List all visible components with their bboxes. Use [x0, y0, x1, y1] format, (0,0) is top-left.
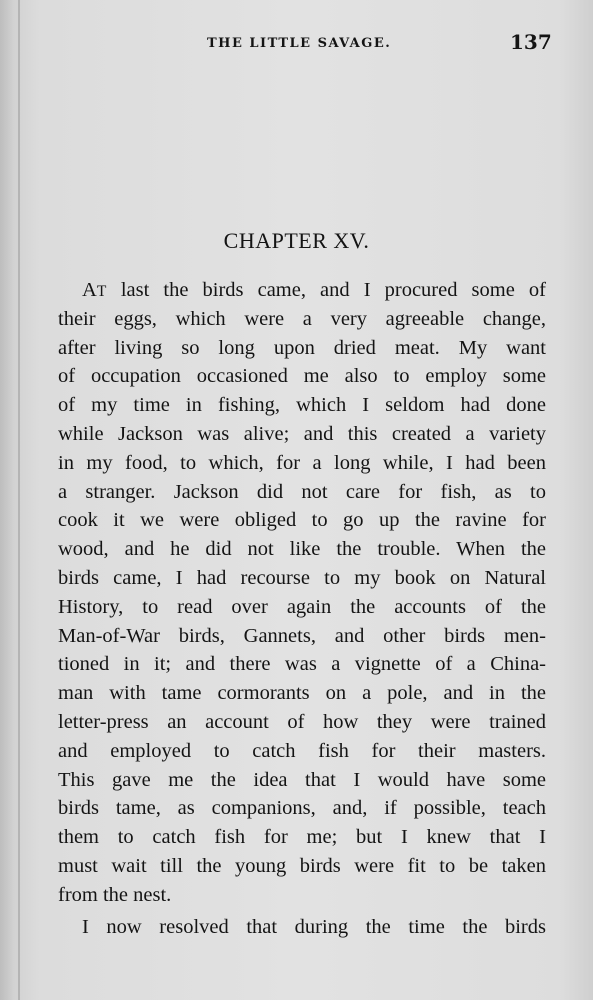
first-line-text: last the birds came, and I procured some of	[106, 279, 546, 301]
first-word-smallcaps: T	[96, 283, 107, 300]
text-line: in my food, to which, for a long while, I had been	[58, 451, 546, 474]
text-line: letter-press an account of how they were trained	[58, 710, 546, 733]
text-line: them to catch fish for me; but I knew that I	[58, 826, 546, 849]
running-title: THE LITTLE SAVAGE.	[207, 36, 392, 51]
text-line: of my time in fishing, which I seldom had done	[58, 394, 546, 417]
text-line: wood, and he did not like the trouble. When the	[58, 538, 546, 561]
text-line: their eggs, which were a very agreeable change,	[58, 307, 546, 330]
text-line: I now resolved that during the time the birds	[82, 915, 546, 938]
text-line: of occupation occasioned me also to employ some	[58, 365, 546, 388]
text-line: from the nest.	[58, 883, 172, 906]
text-line: man with tame cormorants on a pole, and in the	[58, 682, 546, 705]
text-line: after living so long upon dried meat. My want	[58, 336, 546, 359]
text-line: History, to read over again the accounts of the	[58, 595, 546, 618]
text-line	[58, 276, 546, 305]
text-line: birds came, I had recourse to my book on Natural	[58, 566, 546, 589]
text-line: must wait till the young birds were fit to be taken	[58, 854, 546, 877]
text-line: Man-of-War birds, Gannets, and other birds men-	[58, 624, 546, 647]
text-line: tioned in it; and there was a vignette of a China-	[58, 653, 546, 676]
page-number: 137	[510, 30, 552, 54]
text-line: while Jackson was alive; and this created a variety	[58, 422, 546, 445]
running-head	[0, 28, 593, 58]
chapter-title: CHAPTER XV.	[223, 228, 370, 253]
first-letter: A	[82, 279, 97, 301]
page-gutter	[18, 0, 20, 1000]
text-line: This gave me the idea that I would have some	[58, 768, 546, 791]
text-line: cook it we were obliged to go up the ravine for	[58, 509, 546, 532]
text-line: and employed to catch fish for their masters.	[58, 739, 546, 762]
text-line: birds tame, as companions, and, if possible, teach	[58, 797, 546, 820]
text-line: a stranger. Jackson did not care for fish, as to	[58, 480, 546, 503]
body-text	[58, 276, 546, 941]
